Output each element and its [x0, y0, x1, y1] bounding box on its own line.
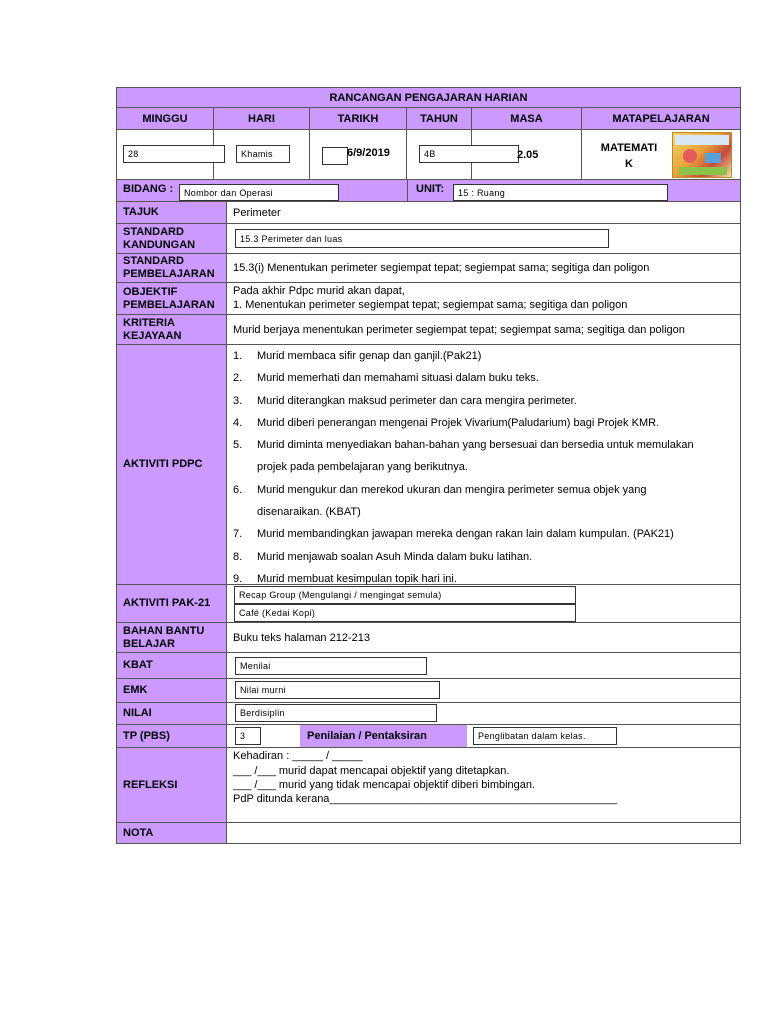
- refleksi-row: [116, 748, 741, 823]
- hari-field[interactable]: Khamis: [236, 145, 290, 163]
- header-row: [116, 108, 741, 130]
- activity-item: [233, 456, 740, 478]
- kriteria-row: [116, 315, 741, 345]
- activity-text: Murid diminta menyediakan bahan-bahan yang bersesuai dan bersedia untuk memulakan: [257, 439, 694, 452]
- header-hari: HARI: [214, 108, 310, 129]
- activity-text: Murid membuat kesimpulan topik hari ini.: [257, 572, 457, 585]
- pak21-label: AKTIVITI PAK-21: [117, 585, 227, 622]
- activity-item: [233, 523, 740, 545]
- nilai-label: NILAI: [117, 703, 227, 724]
- penilaian-label: Penilaian / Pentaksiran: [300, 725, 467, 747]
- emk-field[interactable]: Nilai murni: [235, 681, 440, 699]
- tp-row: [116, 725, 741, 748]
- activity-item: [233, 434, 740, 456]
- emk-row: [116, 679, 741, 703]
- aktiviti-pdpc-row: [116, 345, 741, 585]
- tarikh-checkbox[interactable]: [322, 147, 348, 165]
- activity-text: Murid menjawab soalan Asuh Minda dalam buku latihan.: [257, 550, 533, 563]
- activity-text: Murid memerhati dan memahami situasi dalam buku teks.: [257, 372, 539, 385]
- activity-item: [233, 479, 740, 501]
- nilai-row: [116, 703, 741, 725]
- activity-number: 9.: [233, 572, 243, 585]
- tp-label: TP (PBS): [117, 725, 227, 747]
- masa-cell: [472, 130, 582, 179]
- standard-kandungan-label: STANDARD KANDUNGAN: [117, 224, 227, 253]
- pak21-item-1[interactable]: Recap Group (Mengulangi / mengingat semula): [234, 586, 576, 604]
- bidang-row: [116, 180, 741, 202]
- bahan-label: BAHAN BANTU BELAJAR: [117, 623, 227, 652]
- nota-label: NOTA: [117, 823, 227, 843]
- info-row: [116, 130, 741, 180]
- pak21-row: [116, 585, 741, 623]
- tajuk-label: TAJUK: [117, 202, 227, 223]
- header-minggu: MINGGU: [117, 108, 214, 129]
- refleksi-line3: ___ /___ murid yang tidak mencapai objektif diberi bimbingan.: [233, 779, 536, 791]
- tahun-field[interactable]: 4B: [419, 145, 519, 163]
- unit-label: UNIT:: [416, 183, 445, 195]
- pak21-item-2[interactable]: Café (Kedai Kopi): [234, 604, 576, 622]
- objektif-line2: 1. Menentukan perimeter segiempat tepat; segiempat sama; segitiga dan poligon: [233, 299, 628, 311]
- kbat-label: KBAT: [117, 653, 227, 678]
- unit-field[interactable]: 15 : Ruang: [453, 184, 668, 201]
- activity-text: Murid membaca sifir genap dan ganjil.(Pak21): [257, 350, 482, 362]
- header-tahun: TAHUN: [407, 108, 472, 129]
- tahun-cell: [407, 130, 472, 179]
- hari-cell: [214, 130, 310, 179]
- activity-number: 1.: [233, 350, 243, 362]
- activity-text: projek pada pembelajaran yang berikutnya.: [257, 461, 468, 474]
- objektif-row: [116, 283, 741, 315]
- kbat-row: [116, 653, 741, 679]
- activity-item: [233, 367, 740, 389]
- masa-value: 2.05: [517, 149, 539, 161]
- activity-item: [233, 412, 740, 434]
- tajuk-row: [116, 202, 741, 224]
- tarikh-cell: [310, 130, 407, 179]
- activity-item: [233, 546, 740, 568]
- tajuk-value: Perimeter: [233, 206, 281, 219]
- bidang-field[interactable]: Nombor dan Operasi: [179, 184, 339, 201]
- objektif-value: [227, 283, 740, 314]
- activity-text: Murid diberi penerangan mengenai Projek Vivarium(Paludarium) bagi Projek KMR.: [257, 416, 660, 429]
- aktiviti-pdpc-label: AKTIVITI PDPC: [117, 345, 227, 584]
- nota-row: [116, 823, 741, 844]
- title-row: [116, 87, 741, 108]
- bahan-value: Buku teks halaman 212-213: [233, 631, 370, 644]
- activity-number: 3.: [233, 394, 243, 407]
- activity-text: Murid diterangkan maksud perimeter dan cara mengira perimeter.: [257, 394, 577, 407]
- activity-item: [233, 390, 740, 412]
- nota-value[interactable]: [227, 823, 740, 843]
- activity-number: 2.: [233, 372, 243, 385]
- matapelajaran-cell: [582, 130, 740, 179]
- nilai-field[interactable]: Berdisiplin: [235, 704, 437, 722]
- refleksi-line2: ___ /___ murid dapat mencapai objektif yang ditetapkan.: [233, 765, 510, 777]
- objektif-line1: Pada akhir Pdpc murid akan dapat,: [233, 285, 405, 297]
- refleksi-line4: PdP ditunda kerana_______________________________________________: [233, 793, 617, 805]
- kbat-field[interactable]: Menilai: [235, 657, 427, 675]
- refleksi-label: REFLEKSI: [117, 748, 227, 822]
- refleksi-line1: Kehadiran : _____ / _____: [233, 750, 363, 762]
- bahan-row: [116, 623, 741, 653]
- activity-item: [233, 501, 740, 523]
- lesson-plan-form: [116, 87, 741, 844]
- activity-text: Murid mengukur dan merekod ukuran dan mengira perimeter semua objek yang: [257, 483, 647, 496]
- header-tarikh: TARIKH: [310, 108, 407, 129]
- activity-text: Murid membandingkan jawapan mereka dengan rakan lain dalam kumpulan. (PAK21): [257, 528, 674, 541]
- standard-kandungan-field[interactable]: 15.3 Perimeter dan luas: [235, 229, 609, 248]
- activity-number: 5.: [233, 439, 243, 452]
- standard-pembelajaran-row: [116, 254, 741, 283]
- aktiviti-pdpc-list: [227, 345, 740, 584]
- form-title: RANCANGAN PENGAJARAN HARIAN: [329, 91, 528, 104]
- penilaian-field[interactable]: Penglibatan dalam kelas.: [473, 727, 617, 745]
- header-matapelajaran: MATAPELAJARAN: [612, 112, 710, 125]
- activity-text: disenaraikan. (KBAT): [257, 506, 361, 519]
- objektif-label: OBJEKTIF PEMBELAJARAN: [117, 283, 227, 314]
- refleksi-content: [227, 748, 740, 822]
- activity-number: 7.: [233, 528, 243, 541]
- textbook-cover-image: [672, 132, 732, 178]
- emk-label: EMK: [117, 679, 227, 702]
- kriteria-value: Murid berjaya menentukan perimeter segiempat tepat; segiempat sama; segitiga dan poligon: [233, 323, 685, 336]
- tarikh-value: 6/9/2019: [347, 147, 390, 159]
- matapelajaran-value: MATEMATI K: [600, 142, 658, 170]
- standard-kandungan-row: [116, 224, 741, 254]
- standard-pembelajaran-label: STANDARD PEMBELAJARAN: [117, 254, 227, 282]
- activity-number: 6.: [233, 483, 243, 496]
- header-masa: MASA: [472, 108, 582, 129]
- activity-item: [233, 345, 740, 367]
- activity-number: 8.: [233, 550, 243, 563]
- activity-number: 4.: [233, 416, 243, 429]
- standard-pembelajaran-value: 15.3(i) Menentukan perimeter segiempat tepat; segiempat sama; segitiga dan poligon: [233, 262, 650, 274]
- tp-field[interactable]: 3: [235, 727, 261, 745]
- kriteria-label: KRITERIA KEJAYAAN: [117, 315, 227, 344]
- minggu-cell: [117, 130, 214, 179]
- minggu-field[interactable]: 28: [123, 145, 225, 163]
- bidang-label: BIDANG :: [123, 183, 174, 195]
